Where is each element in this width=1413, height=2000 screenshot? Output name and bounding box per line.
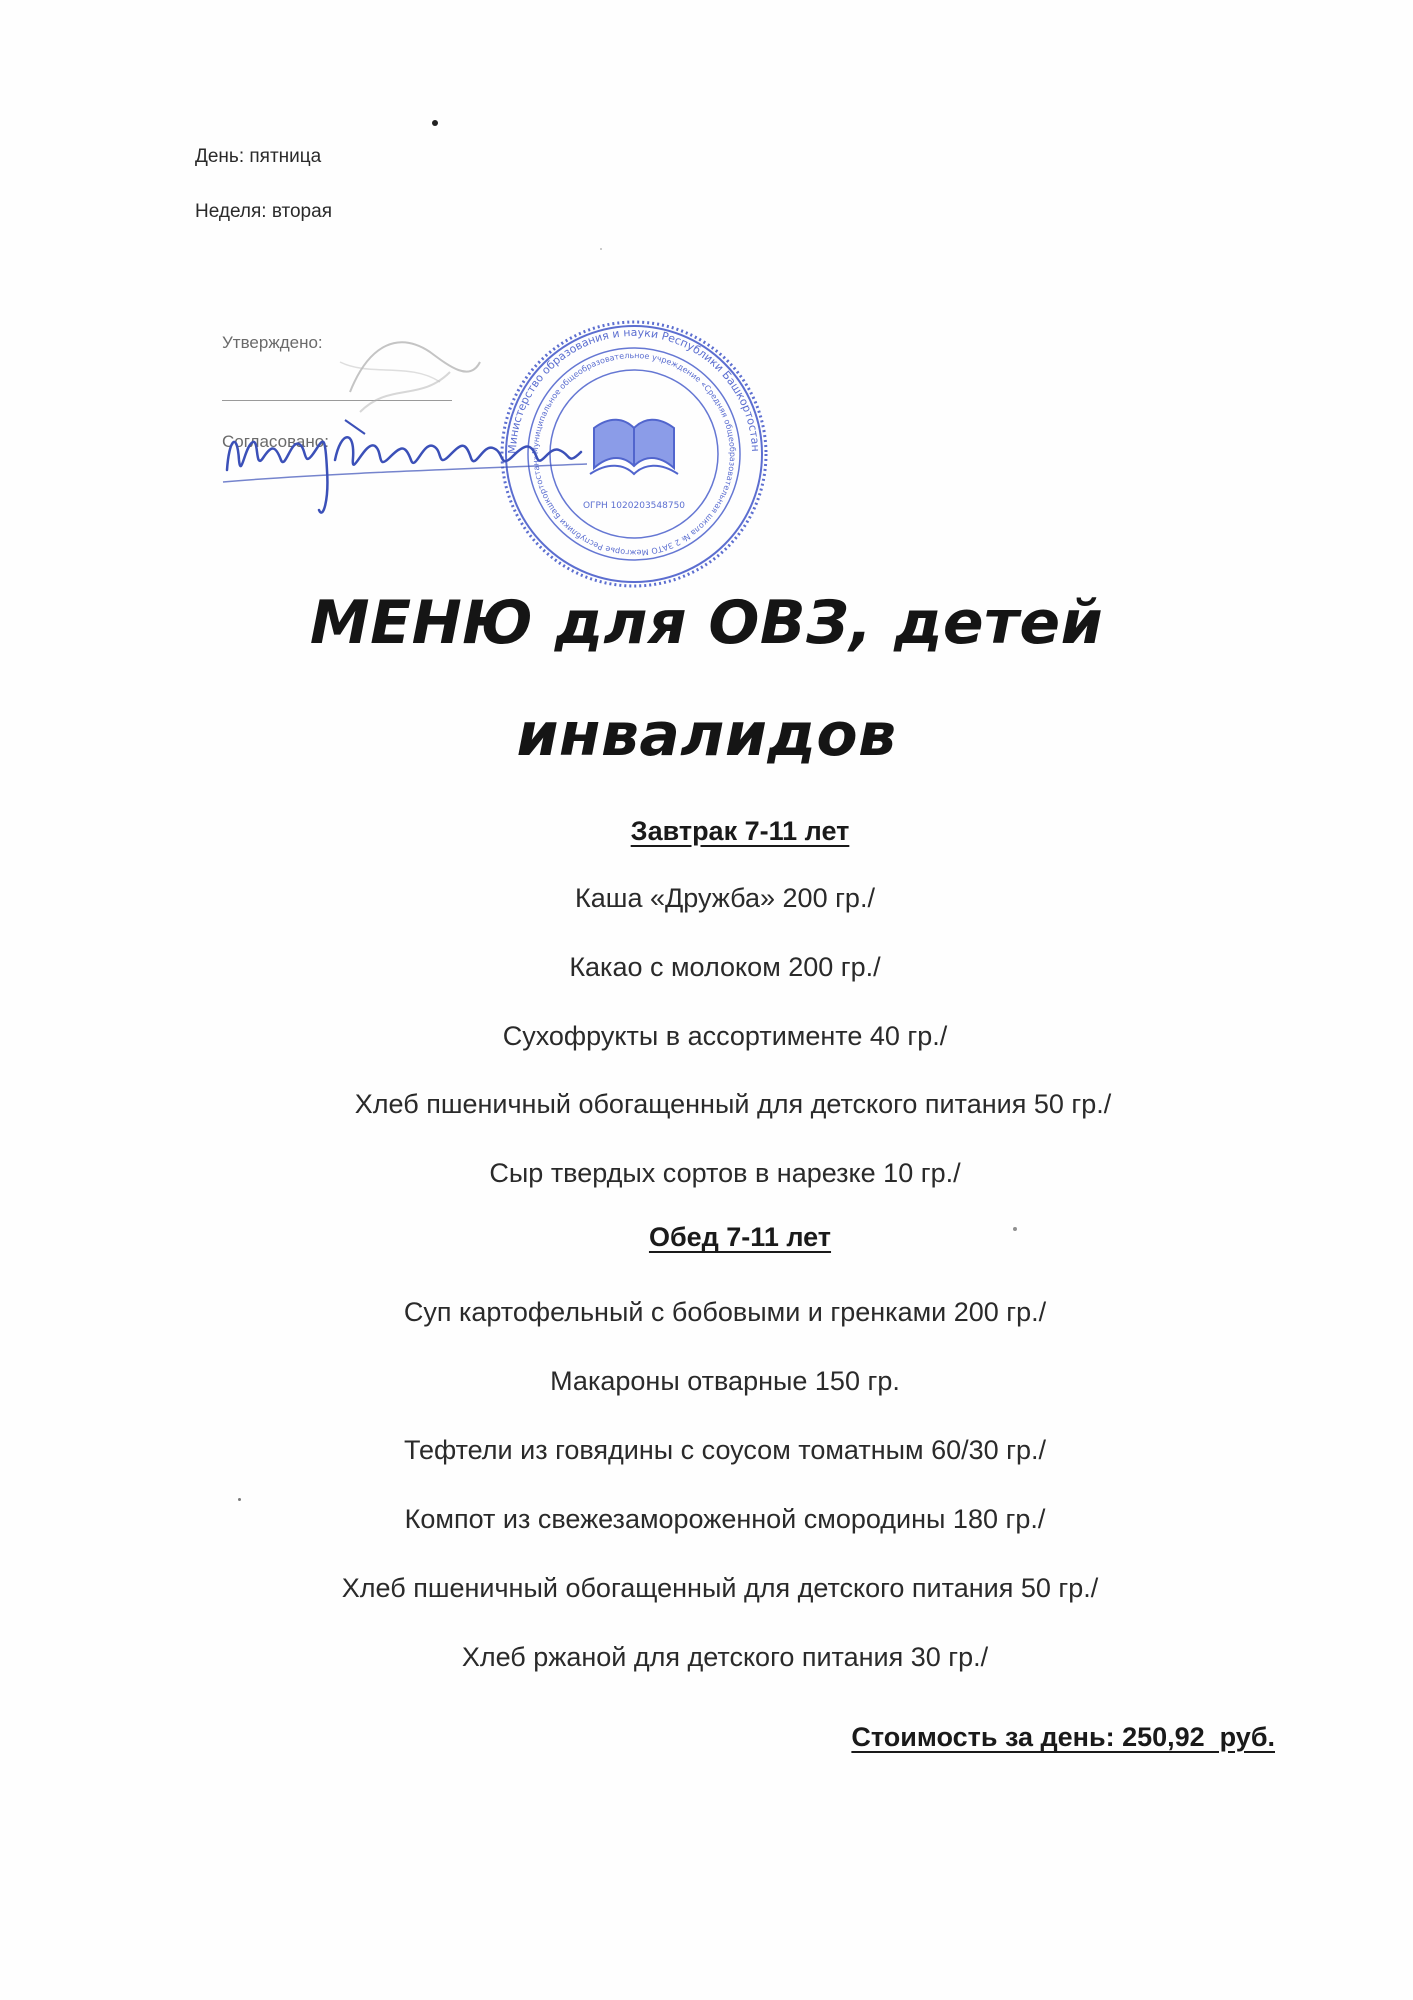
scan-speck xyxy=(432,120,438,126)
lunch-item: Хлеб пшеничный обогащенный для детского питания 50 гр./ xyxy=(341,1573,1099,1603)
menu-title-line1: МЕНЮ для ОВЗ, детей xyxy=(309,588,1104,658)
breakfast-item: Какао с молоком 200 гр./ xyxy=(569,952,881,982)
lunch-item: Хлеб ржаной для детского питания 30 гр./ xyxy=(461,1642,989,1672)
breakfast-item: Сухофрукты в ассортименте 40 гр./ xyxy=(502,1021,948,1051)
week-label: Неделя: вторая xyxy=(195,201,332,222)
stamp-outer-text: Министерство образования и науки Республики Башкортостан xyxy=(505,325,763,455)
approved-label: Утверждено: xyxy=(222,333,323,352)
breakfast-item: Сыр твердых сортов в нарезке 10 гр./ xyxy=(489,1158,961,1188)
lunch-item: Макароны отварные 150 гр. xyxy=(550,1366,900,1396)
lunch-item: Тефтели из говядины с соусом томатным 60/30 гр./ xyxy=(403,1435,1047,1465)
lunch-heading: Обед 7-11 лет xyxy=(648,1222,832,1252)
scan-speck xyxy=(238,1498,241,1501)
stamp-inner-text: Муниципальное общеобразовательное учреждение «Средняя общеобразовательная школа № 2 ЗАТО Межгорье Республики Башкортостан» xyxy=(530,350,738,558)
breakfast-heading: Завтрак 7-11 лет xyxy=(630,816,850,846)
day-label: День: пятница xyxy=(195,146,322,167)
handwritten-signature xyxy=(215,400,595,530)
scan-speck xyxy=(600,248,602,250)
lunch-item: Компот из свежезамороженной смородины 180 гр./ xyxy=(404,1504,1046,1534)
daily-cost-total: Стоимость за день: 250,92 руб. xyxy=(851,1722,1275,1752)
breakfast-item: Хлеб пшеничный обогащенный для детского питания 50 гр./ xyxy=(354,1089,1112,1119)
book-icon xyxy=(590,420,678,474)
stamp-ogrn: ОГРН 1020203548750 xyxy=(582,501,686,511)
breakfast-item: Каша «Дружба» 200 гр./ xyxy=(575,883,875,913)
menu-title-line2: инвалидов xyxy=(516,700,897,770)
agreed-label: Согласовано: xyxy=(222,432,329,451)
lunch-item: Суп картофельный с бобовыми и гренками 200 гр./ xyxy=(403,1297,1047,1327)
